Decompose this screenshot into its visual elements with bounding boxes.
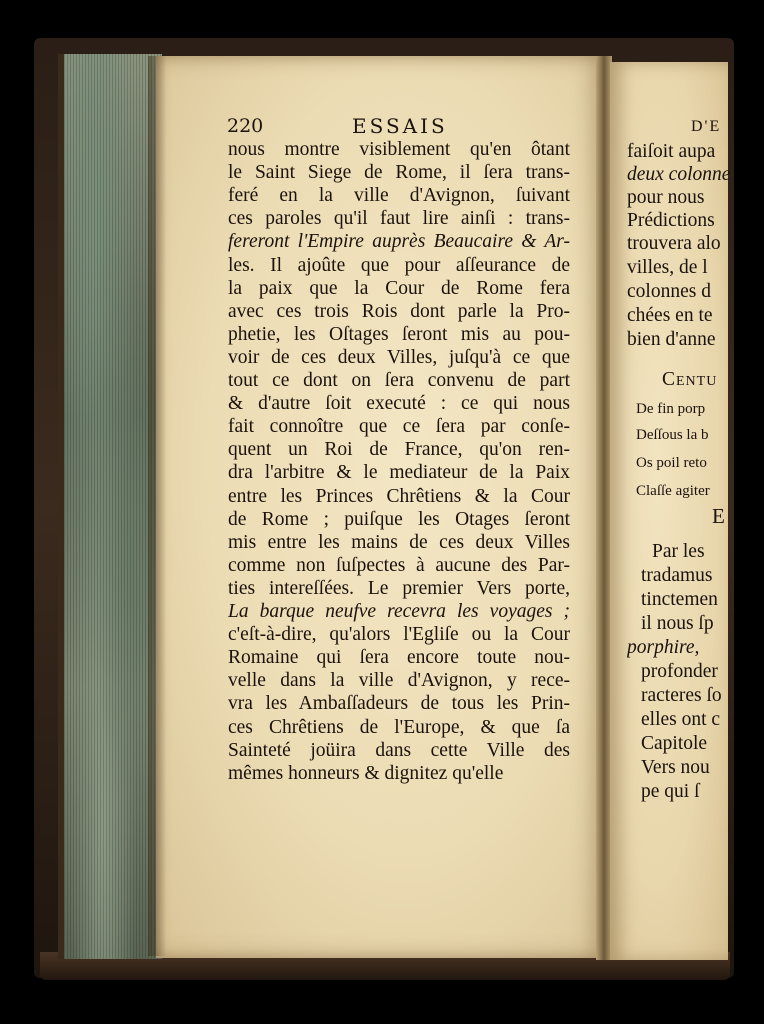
text-line: les. Il ajoûte que pour aſſeurance de <box>228 254 570 276</box>
text-line: feré en la ville d'Avignon, ſuivant <box>228 185 570 207</box>
text-line: mis entre les mains de ces deux Villes <box>228 531 570 553</box>
section-heading: E <box>712 504 725 528</box>
text-line: villes, de l <box>627 257 708 278</box>
text-line: le Saint Siege de Rome, il ſera trans- <box>228 162 570 184</box>
running-title: ESSAIS <box>352 114 448 138</box>
text-line: velle dans la ville d'Avignon, y rece- <box>228 670 570 692</box>
text-line: bien d'anne <box>627 329 716 350</box>
text-line: porphire, <box>627 637 700 658</box>
page-shadow <box>148 56 166 956</box>
text-line: la paix que la Cour de Rome fera <box>228 277 570 299</box>
text-line: nous montre visiblement qu'en ôtant <box>228 139 570 160</box>
text-line: De fin porp <box>636 401 706 417</box>
page-number: 220 <box>227 115 264 137</box>
marbled-page-edges <box>58 54 162 959</box>
text-line: vra les Ambaſſadeurs de tous les Prin- <box>228 693 570 715</box>
text-line: Sainteté joüira dans cette Ville des <box>228 739 570 761</box>
text-line: Romaine qui ſera encore toute nou- <box>228 647 570 669</box>
text-line: & d'autre ſoit executé : ce qui nous <box>228 393 570 415</box>
text-line: trouvera alo <box>627 233 721 254</box>
text-line: colonnes d <box>627 281 711 302</box>
text-line: fereront l'Empire auprès Beaucaire & Ar- <box>228 231 570 253</box>
text-line: c'eſt-à-dire, qu'alors l'Egliſe ou la Cour <box>228 624 570 646</box>
text-line: Os poil reto <box>636 455 707 471</box>
text-line: faiſoit aupa <box>627 141 716 162</box>
text-line: pe qui ſ <box>641 781 700 802</box>
text-line: elles ont c <box>641 709 721 730</box>
text-line: profonder <box>641 661 718 682</box>
text-line: Deſſous la b <box>636 427 709 443</box>
text-line: Centu <box>662 369 718 390</box>
text-line: chées en te <box>627 305 713 326</box>
text-line: ces Chrêtiens de l'Europe, & que ſa <box>228 716 570 738</box>
text-line: La barque neufve recevra les voyages ; <box>228 601 570 622</box>
text-line: ties intereſſées. Le premier Vers porte, <box>228 577 570 599</box>
text-line: tinctemen <box>641 589 718 610</box>
text-line: tout ce dont on ſera convenu de part <box>228 370 570 391</box>
text-line: fait connoître que ce ſera par conſe- <box>228 416 570 438</box>
text-line: entre les Princes Chrêtiens & la Cour <box>228 485 570 507</box>
text-line: quent un Roi de France, qu'on ren- <box>228 439 570 461</box>
text-line: Vers nou <box>641 757 710 778</box>
text-line: Prédictions <box>627 210 715 231</box>
text-line: Capitole <box>641 733 708 754</box>
text-line: pour nous <box>627 187 705 208</box>
text-line: comme non ſuſpectes à aucune des Par- <box>228 554 570 576</box>
text-line: Claſſe agiter <box>636 483 710 499</box>
text-line: phetie, les Oſtages ſeront mis au pou- <box>228 323 570 345</box>
right-running-title: D'E <box>691 118 722 135</box>
text-line: de Rome ; puiſque les Otages ſeront <box>228 508 570 530</box>
text-line: deux colonne <box>627 164 731 185</box>
text-line: Par les <box>652 541 705 562</box>
text-line: voir de ces deux Villes, juſqu'à ce que <box>228 346 570 368</box>
text-line: avec ces trois Rois dont parle la Pro- <box>228 300 570 322</box>
text-line: dra l'arbitre & le mediateur de la Paix <box>228 462 570 484</box>
text-line: racteres ſo <box>641 685 722 706</box>
text-line: il nous ſp <box>641 613 714 634</box>
text-line: ces paroles qu'il faut lire ainſi : trans- <box>228 208 570 230</box>
text-line: tradamus <box>641 565 713 586</box>
text-line: mêmes honneurs & dignitez qu'elle <box>228 762 504 784</box>
